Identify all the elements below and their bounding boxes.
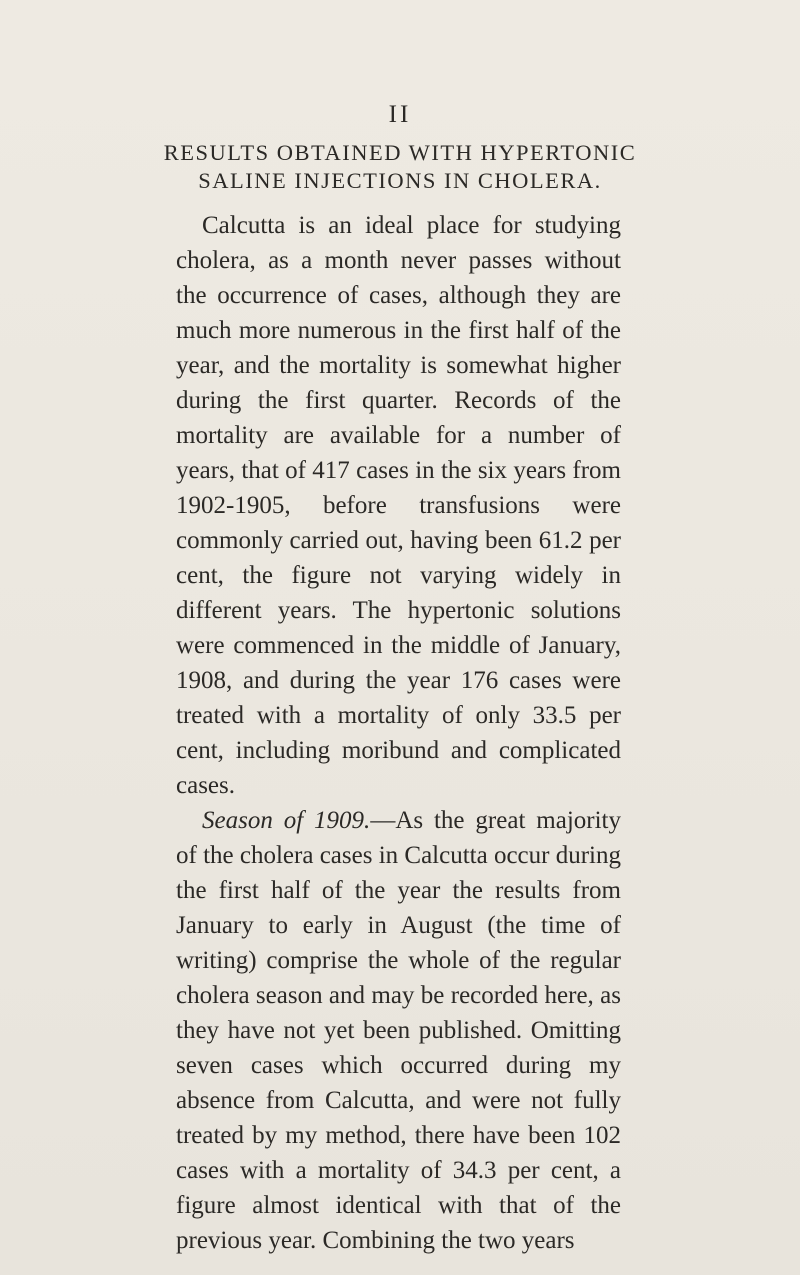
- section-run-in-heading: Season of 1909.: [202, 807, 371, 834]
- paragraph-1: Calcutta is an ideal place for studying cholera, as a month never passes without the occurrence of cases, although they are much more numerous in the first half of the year, and the mortality is somewhat higher during the first quarter. Records of the mortality are available for a number of years, that of 417 cases in the six years from 1902-1905, before transfusions were commonly carried out, having been 61.2 per cent, the figure not varying widely in different years. The hypertonic solutions were commenced in the middle of January, 1908, and during the year 176 cases were treated with a mortality of only 33.5 per cent, including moribund and complicated cases.: [176, 212, 621, 799]
- body-text: [176, 208, 621, 1258]
- chapter-heading: [0, 139, 800, 195]
- paragraph-2-text: —As the great majority of the cholera cases in Calcutta occur during the first half of the year the results from January to early in August (the time of writing) comprise the whole of the regular cholera season and may be recorded here, as they have not yet been published. Omitting seven cases which occurred during my absence from Calcutta, and were not fully treated by my method, there have been 102 cases with a mortality of 34.3 per cent, a figure almost identical with that of the previous year. Combining the two years: [176, 807, 621, 1254]
- chapter-heading-line-2: SALINE INJECTIONS IN CHOLERA.: [198, 168, 602, 193]
- paragraph-2: [176, 803, 621, 1258]
- page-number: II: [388, 101, 412, 128]
- chapter-heading-line-1: RESULTS OBTAINED WITH HYPERTONIC: [163, 140, 637, 165]
